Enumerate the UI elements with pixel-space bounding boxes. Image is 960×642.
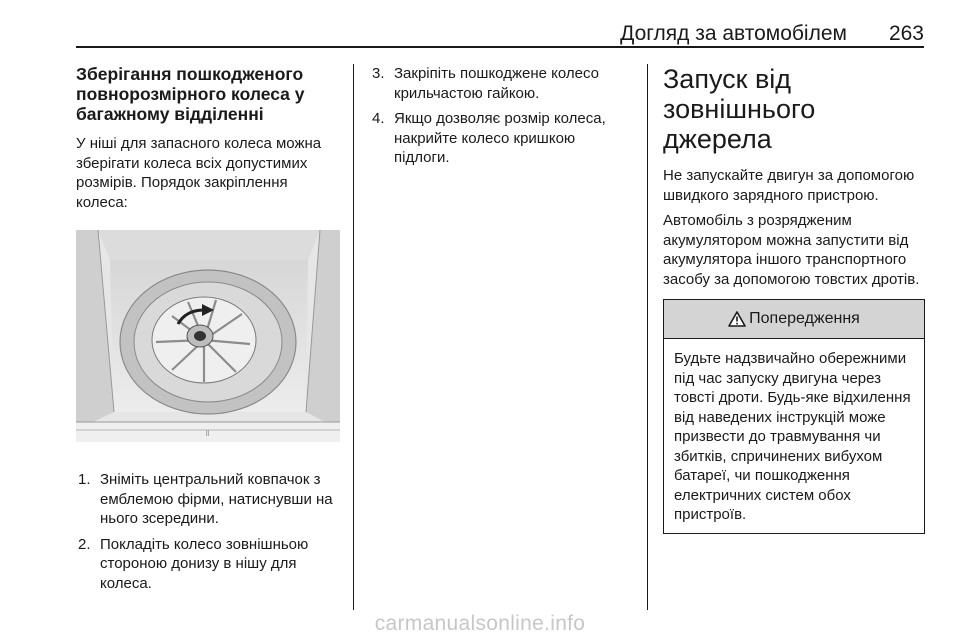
warning-box xyxy=(663,299,925,534)
steps-list-2 xyxy=(370,64,634,168)
steps-list-1 xyxy=(76,470,340,593)
column-divider-1 xyxy=(353,64,354,610)
page-number: 263 xyxy=(888,22,924,45)
list-item xyxy=(370,109,634,168)
step-number: 4. xyxy=(372,110,385,127)
step-text: Зніміть центральний ковпачок з емблемою фірми, натиснувши на нього зсередини. xyxy=(100,471,333,527)
warning-title: Попередження xyxy=(749,310,860,327)
figure-label: ll xyxy=(206,431,210,438)
jump-start-para-1: Не запускайте двигун за допомогою швидкого зарядного пристрою. xyxy=(663,167,915,204)
section-title: Догляд за автомобілем xyxy=(620,22,847,45)
spare-wheel-illustration xyxy=(76,230,340,442)
jump-start-heading: Запуск від зовнішнього джерела xyxy=(663,64,816,154)
step-number: 3. xyxy=(372,65,385,82)
header-rule xyxy=(76,46,924,48)
step-number: 1. xyxy=(78,471,91,488)
column-divider-2 xyxy=(647,64,648,610)
step-number: 2. xyxy=(78,535,91,553)
column-right xyxy=(663,64,925,534)
spare-wheel-intro: У ніші для запасного колеса можна зберігати колеса всіх допустимих розмірів. Порядок закріплення колеса: xyxy=(76,135,322,211)
spare-wheel-figure xyxy=(76,230,340,442)
column-middle xyxy=(370,64,634,174)
watermark: carmanualsonline.info xyxy=(374,612,586,635)
step-text: Покладіть колесо зовнішньою стороною донизу в нішу для колеса. xyxy=(100,535,309,592)
step-text: Закріпіть пошкоджене колесо крильчастою гайкою. xyxy=(394,65,599,102)
column-left xyxy=(76,64,340,599)
warning-triangle-icon xyxy=(728,311,746,327)
spare-wheel-heading: Зберігання пошкодженого повнорозмірного колеса у багажному відділенні xyxy=(76,64,305,124)
jump-start-para-2: Автомобіль з розрядженим акумулятором можна запустити від акумулятора іншого транспортного засобу за допомогою товстих дротів. xyxy=(663,212,920,288)
list-item xyxy=(370,64,634,103)
list-item xyxy=(76,470,340,529)
page-header xyxy=(76,22,924,46)
warning-body: Будьте надзвичайно обережними під час запуску двигуна через товсті дроти. Будь-яке відхилення від наведених інструкцій може призвести до травмування чи збитків, спричинених вибухом батареї, чи пошкодження електричних систем обох пристроїв. xyxy=(674,350,911,523)
list-item xyxy=(76,535,340,594)
step-text: Якщо дозволяє розмір колеса, накрийте колесо кришкою підлоги. xyxy=(394,110,606,166)
warning-header xyxy=(664,300,924,339)
